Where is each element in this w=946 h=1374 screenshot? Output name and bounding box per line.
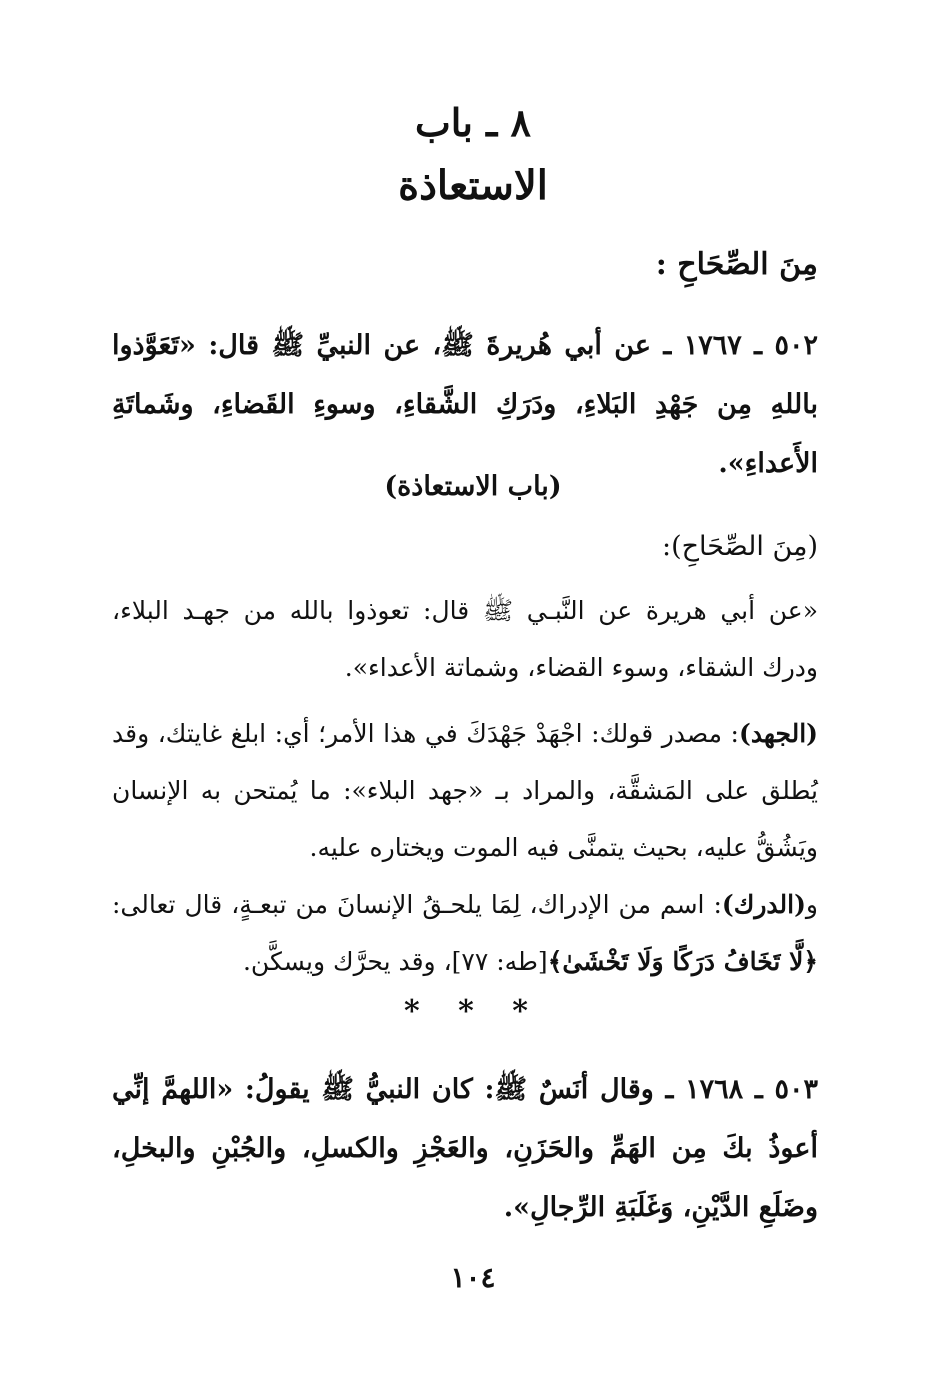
darak-definition: : اسم من الإدراك، لِمَا يلحـقُ الإنسانَ من تبعـةٍ، قال تعالى: xyxy=(112,890,722,919)
hadith-503: ٥٠٣ ـ ١٧٦٨ ـ وقال أنَسٌ ﷺ: كان النبيُّ ﷺ يقولُ: «اللهمَّ إنِّي أعوذُ بكَ مِن الهَمِّ والحَزَنِ، والعَجْزِ والكسلِ، والجُبْنِ والبخلِ، وضَلَعِ الدَّيْنِ، وَغَلَبَةِ الرِّجالِ». xyxy=(112,1074,818,1223)
sahih-section-heading: مِنَ الصِّحَاحِ : xyxy=(655,247,818,282)
commentary-hadith-quote: «عن أبي هريرة عن النَّبـي ﷺ قال: تعوذوا بالله من جهـد البلاء، ودرك الشقاء، وسوء القضاء، وشماتة الأعداء». xyxy=(112,596,818,682)
hadith-502: ٥٠٢ ـ ١٧٦٧ ـ عن أبي هُريرةَ ﷺ، عن النبيِّ ﷺ قال: «تَعَوَّذوا باللهِ مِن جَهْدِ البَلاءِ، ودَرَكِ الشَّقاءِ، وسوءِ القَضاءِ، وشَماتَةِ الأَعداءِ». xyxy=(112,330,818,479)
term-jahd: (الجهد) xyxy=(738,719,818,748)
page-number: ١٠٤ xyxy=(450,1261,496,1294)
quran-reference: [طه: ٧٧] xyxy=(451,947,548,976)
chapter-title: الاستعاذة xyxy=(398,162,548,209)
term-darak: (الدرك) xyxy=(721,890,806,919)
darak-prefix: و xyxy=(805,890,818,919)
commentary-darak-explanation xyxy=(112,876,818,990)
commentary-sahih-heading: (مِنَ الصِّحَاحِ): xyxy=(662,531,818,562)
quran-verse: ﴿لَّا تَخَافُ دَرَكًا وَلَا تَخْشَىٰ﴾ xyxy=(547,947,818,976)
jahd-definition: : مصدر قولك: اجْهَدْ جَهْدَكَ في هذا الأمر؛ أي: ابلغ غايتك، وقد يُطلق على المَشقَّة، والمراد بـ «جهد البلاء»: ما يُمتحن به الإنسان ويَشُقُّ عليه، بحيث يتمنَّى فيه الموت ويختاره عليه. xyxy=(112,719,818,862)
commentary-jahd-explanation xyxy=(112,705,818,876)
chapter-number: ٨ ـ باب xyxy=(415,100,531,145)
commentary-title: (باب الاستعاذة) xyxy=(384,471,562,502)
darak-ending: ، وقد يحرَّك ويسكَّن. xyxy=(242,947,452,976)
section-separator: * * * xyxy=(404,994,542,1029)
